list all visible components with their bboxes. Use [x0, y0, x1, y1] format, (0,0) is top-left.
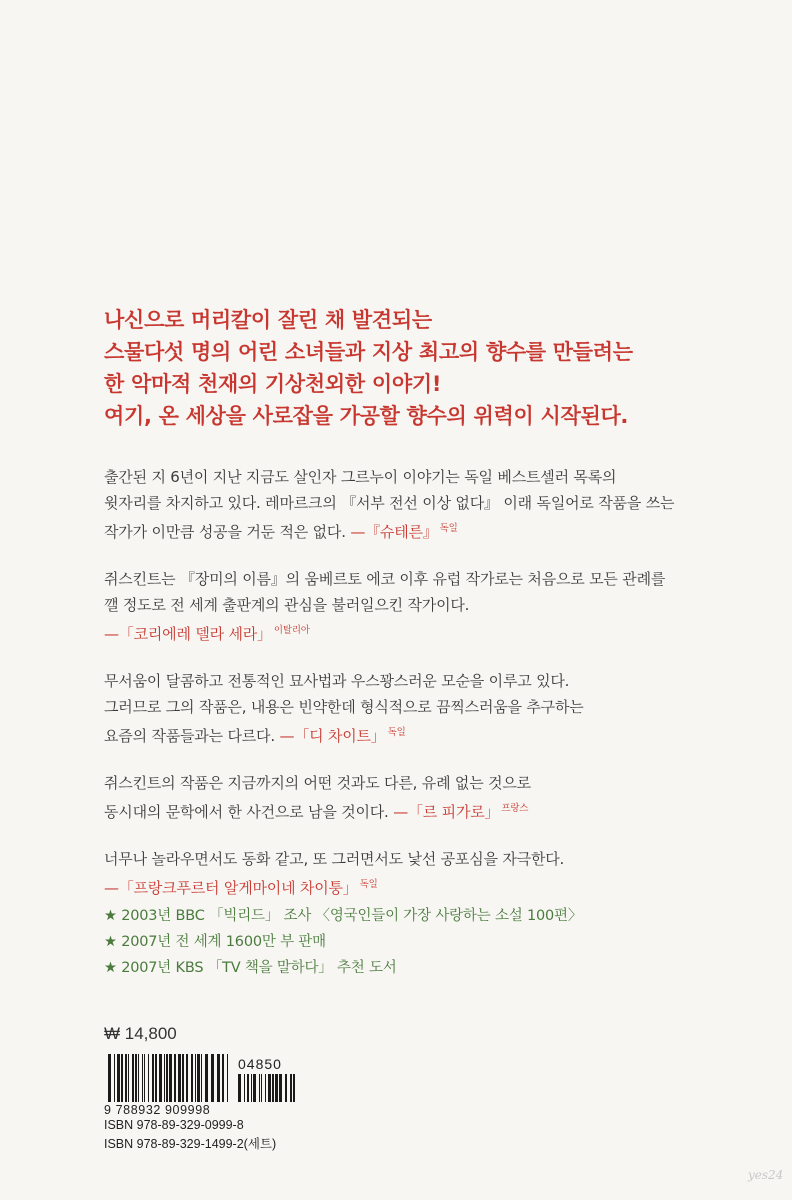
review-text-line: 쥐스킨트의 작품은 지금까지의 어떤 것과도 다른, 유례 없는 것으로: [104, 774, 531, 792]
review-text-line: 그러므로 그의 작품은, 내용은 빈약한데 형식적으로 끔찍스러움을 추구하는: [104, 698, 584, 716]
review-country: 프랑스: [501, 803, 529, 814]
review-last-line: [104, 872, 704, 901]
award-item: ★ 2003년 BBC 「빅리드」 조사 〈영국인들이 가장 사랑하는 소설 100편〉: [104, 908, 583, 924]
review-last-line: [104, 720, 704, 749]
award-item: ★ 2007년 KBS 「TV 책을 말하다」 추천 도서: [104, 960, 397, 976]
isbn-set-number: ISBN 978-89-329-1499-2(세트): [104, 1137, 277, 1151]
barcode-addon-number: 04850: [238, 1056, 282, 1072]
review-list: [104, 464, 704, 922]
review-source: —「코리에레 델라 세라」: [104, 625, 272, 643]
review-text-line: 출간된 지 6년이 지난 지금도 살인자 그르누이 이야기는 독일 베스트셀러 목록의: [104, 468, 617, 486]
review-country: 독일: [387, 727, 406, 738]
review-last-line: [104, 516, 704, 545]
review-source: —「르 피가로」: [393, 803, 500, 821]
review-text-line: 깰 정도로 전 세계 출판계의 관심을 불러일으킨 작가이다.: [104, 596, 470, 614]
review-country: 독일: [439, 523, 458, 534]
headline-line: 여기, 온 세상을 사로잡을 가공할 향수의 위력이 시작된다.: [104, 404, 629, 428]
review-text-line: 윗자리를 차지하고 있다. 레마르크의 『서부 전선 이상 없다』 이래 독일어로 작품을 쓰는: [104, 494, 675, 512]
review-text-line: 쥐스킨트는 『장미의 이름』의 움베르토 에코 이후 유럽 작가로는 처음으로 모든 관례를: [104, 570, 666, 588]
headline-line: 한 악마적 천재의 기상천외한 이야기!: [104, 372, 442, 396]
review-text: 작가가 이만큼 성공을 거둔 적은 없다.: [104, 523, 351, 541]
watermark-logo: yes24: [748, 1168, 784, 1182]
review-text: 요즘의 작품들과는 다르다.: [104, 727, 280, 745]
review-country: 이탈리아: [273, 625, 310, 636]
review-source: —「디 차이트」: [279, 727, 386, 745]
price-label: ₩ 14,800: [104, 1024, 177, 1043]
review-stern: [104, 464, 704, 545]
review-text-line: 너무나 놀라우면서도 동화 같고, 또 그러면서도 낯선 공포심을 자극한다.: [104, 850, 565, 868]
review-zeit: [104, 668, 704, 749]
headline-line: 스물다섯 명의 어린 소녀들과 지상 최고의 향수를 만들려는: [104, 340, 633, 364]
review-text-line: 무서움이 달콤하고 전통적인 묘사법과 우스꽝스러운 모순을 이루고 있다.: [104, 672, 570, 690]
review-last-line: [104, 618, 704, 647]
review-source: —「프랑크푸르터 알게마이네 차이퉁」: [104, 879, 358, 897]
review-country: 독일: [359, 879, 378, 890]
headline-block: [104, 304, 633, 432]
review-corriere: [104, 566, 704, 647]
headline-line: 나신으로 머리칼이 잘린 채 발견되는: [104, 308, 432, 332]
review-figaro: [104, 770, 704, 825]
barcode-block: [104, 1052, 304, 1152]
award-list: [104, 903, 582, 981]
review-last-line: [104, 796, 704, 825]
review-text: 동시대의 문학에서 한 사건으로 남을 것이다.: [104, 803, 394, 821]
isbn-number: ISBN 978-89-329-0999-8: [104, 1118, 244, 1132]
award-item: ★ 2007년 전 세계 1600만 부 판매: [104, 934, 326, 950]
barcode-ean-number: 9 788932 909998: [104, 1103, 211, 1117]
review-faz: [104, 846, 704, 901]
review-source: —『슈테른』: [350, 523, 438, 541]
